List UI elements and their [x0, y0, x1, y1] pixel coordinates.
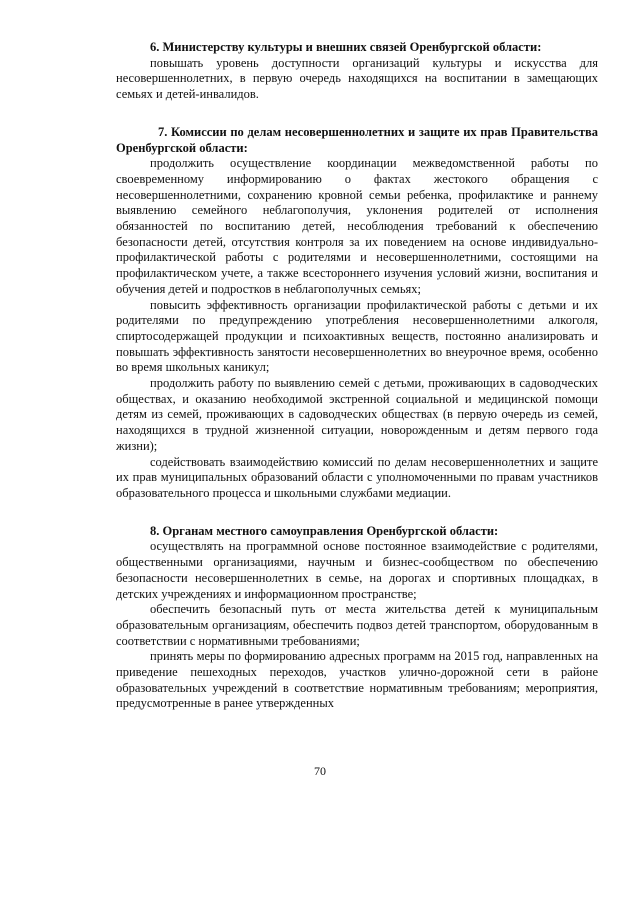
- section-8: [116, 524, 598, 712]
- paragraph: обеспечить безопасный путь от места жительства детей к муниципальным образовательным организациям, обеспечить подвоз детей транспортом, оборудованным в соответствии с нормативными требованиями;: [116, 602, 598, 648]
- paragraph: осуществлять на программной основе постоянное взаимодействие с родителями, общественными организациями, научным и бизнес-сообществом по обеспечению безопасности несовершеннолетних в семье, на дорогах и спортивных площадках, в детских учреждениях и информационном пространстве;: [116, 539, 598, 601]
- document-page: [116, 40, 598, 726]
- section-heading: 8. Органам местного самоуправления Оренбургской области:: [150, 523, 499, 538]
- section-7: [116, 125, 598, 502]
- paragraph: продолжить работу по выявлению семей с детьми, проживающих в садоводческих обществах, и оказанию необходимой экстренной социальной и медицинской помощи детям из семей, проживающих в садоводческих обществах (в первую очередь из семей, находящихся в трудной жизненной ситуации, новорожденным и детям первого года жизни);: [116, 376, 598, 453]
- page-number: 70: [314, 764, 326, 778]
- section-heading: 7. Комиссии по делам несовершеннолетних и защите их прав Правительства Оренбургской области:: [116, 124, 598, 155]
- section-heading: 6. Министерству культуры и внешних связей Оренбургской области:: [150, 40, 542, 54]
- paragraph: принять меры по формированию адресных программ на 2015 год, направленных на приведение пешеходных переходов, участков улично-дорожной сети в районе образовательных учреждений в соответствие нормативным требованиям; мероприятия, предусмотренные в ранее утвержденных: [116, 649, 598, 711]
- paragraph: повысить эффективность организации профилактической работы с детьми и их родителями по предупреждению употребления несовершеннолетними алкоголя, спиртосодержащей продукции и психоактивных веществ, постоянно анализировать и повышать эффективность занятости несовершеннолетних во внеурочное время, особенно во время школьных каникул;: [116, 297, 598, 375]
- section-6: [116, 40, 598, 103]
- paragraph: содействовать взаимодействию комиссий по делам несовершеннолетних и защите их прав муниципальных образований области с уполномоченными по правам участников образовательного процесса и школьными службами медиации.: [116, 454, 598, 500]
- paragraph: продолжить осуществление координации межведомственной работы по своевременному информированию о фактах жестокого обращения с несовершеннолетними, сохранению кровной семьи ребенка, профилактике и раннему выявлению семейного неблагополучия, уклонения родителей от исполнения обязанностей по воспитанию детей, несоблюдения требований к обеспечению безопасности детей, отсутствия контроля за их поведением на основе индивидуально-профилактической работы с родителями и несовершеннолетними, состоящими на профилактическом учете, а также всестороннего изучения условий жизни, воспитания и обучения детей и подростков в неблагополучных семьях;: [116, 156, 598, 296]
- paragraph: повышать уровень доступности организаций культуры и искусства для несовершеннолетних, в первую очередь находящихся на воспитании в замещающих семьях и детей-инвалидов.: [116, 55, 598, 102]
